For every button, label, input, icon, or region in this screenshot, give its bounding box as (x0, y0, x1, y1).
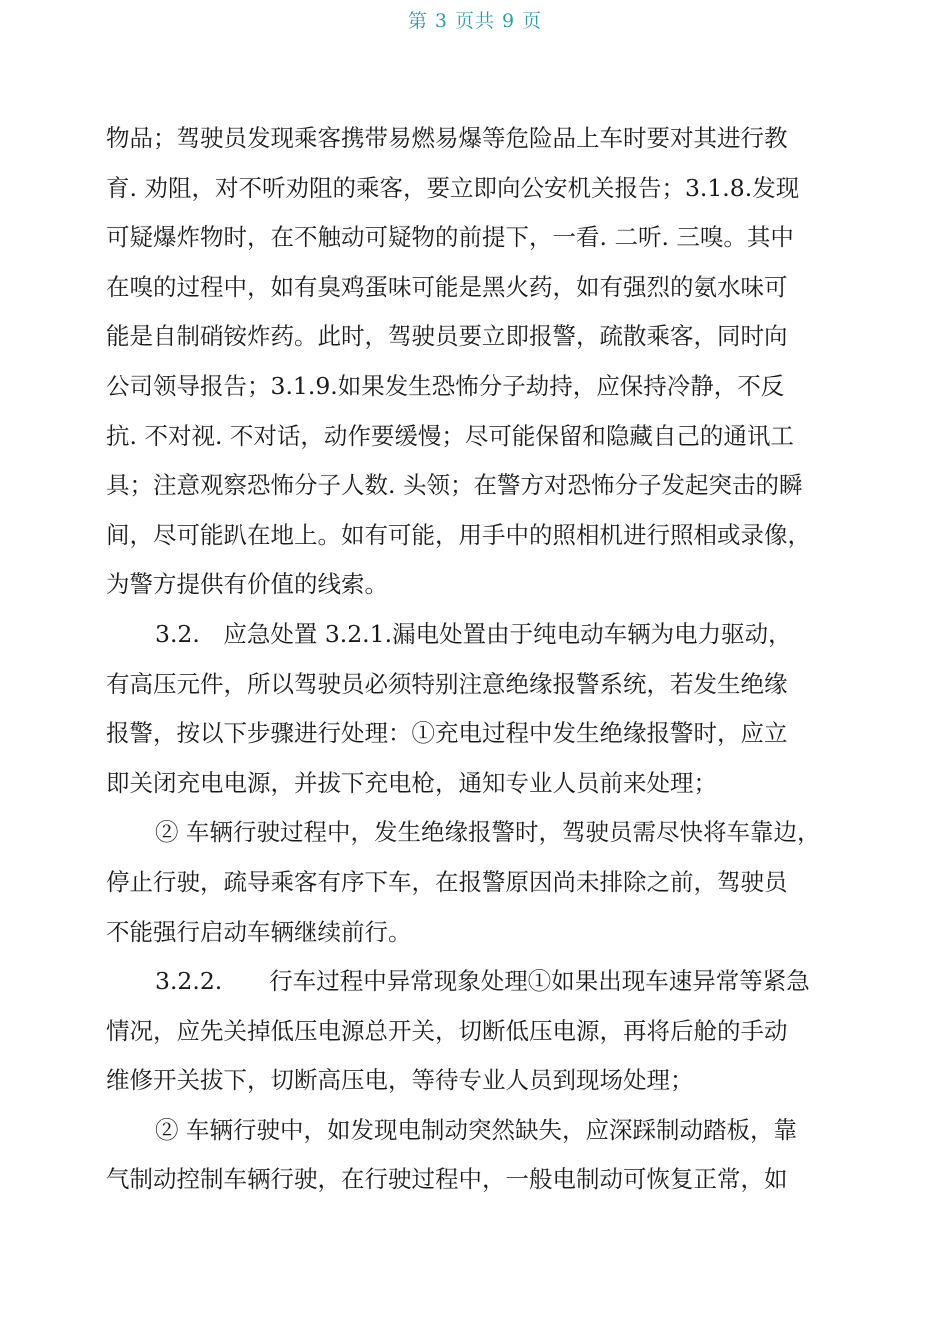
text-line: 停止行驶，疏导乘客有序下车，在报警原因尚未排除之前，驾驶员 (106, 867, 788, 896)
text-line: 不能强行启动车辆继续前行。 (106, 917, 412, 946)
text-line: 具；注意观察恐怖分子人数. 头领；在警方对恐怖分子发起突击的瞬 (106, 471, 803, 500)
document-body (106, 114, 848, 1205)
text-line: 有高压元件，所以驾驶员必须特别注意绝缘报警系统，若发生绝缘 (106, 669, 788, 698)
paragraph-start-line: ② 车辆行驶过程中，发生绝缘报警时，驾驶员需尽快将车靠边， (155, 818, 821, 847)
text-line: 在嗅的过程中，如有臭鸡蛋味可能是黑火药，如有强烈的氨水味可 (106, 272, 788, 301)
page-indicator: 第 3 页共 9 页 (407, 10, 543, 32)
text-line: 维修开关拔下，切断高压电，等待专业人员到现场处理； (106, 1066, 694, 1095)
text-line: 抗. 不对视. 不对话，动作要缓慢；尽可能保留和隐藏自己的通讯工 (106, 421, 794, 450)
text-line: 报警，按以下步骤进行处理：①充电过程中发生绝缘报警时，应立 (106, 719, 788, 748)
text-line: 育. 劝阻，对不听劝阻的乘客，要立即向公安机关报告；3.1.8.发现 (106, 173, 800, 202)
text-line: 为警方提供有价值的线索。 (106, 570, 388, 599)
text-line: 气制动控制车辆行驶，在行驶过程中，一般电制动可恢复正常，如 (106, 1165, 788, 1194)
text-line: 间，尽可能趴在地上。如有可能，用手中的照相机进行照相或录像， (106, 520, 811, 549)
text-line: 能是自制硝铵炸药。此时，驾驶员要立即报警，疏散乘客，同时向 (106, 322, 788, 351)
text-line: 公司领导报告；3.1.9.如果发生恐怖分子劫持，应保持冷静，不反 (106, 371, 785, 400)
text-line: 情况，应先关掉低压电源总开关，切断低压电源，再将后舱的手动 (106, 1016, 788, 1045)
text-line: 物品；驾驶员发现乘客携带易燃易爆等危险品上车时要对其进行教 (106, 124, 788, 152)
paragraph-start-line: 3.2.2. 行车过程中异常现象处理①如果出现车速异常等紧急 (155, 967, 810, 996)
text-line: 即关闭充电电源，并拔下充电枪，通知专业人员前来处理； (106, 768, 717, 797)
paragraph-start-line: ② 车辆行驶中，如发现电制动突然缺失，应深踩制动踏板，靠 (155, 1115, 797, 1144)
paragraph-start-line: 3.2. 应急处置 3.2.1.漏电处置由于纯电动车辆为电力驱动， (155, 619, 792, 648)
text-line: 可疑爆炸物时，在不触动可疑物的前提下，一看. 二听. 三嗅。其中 (106, 223, 794, 252)
